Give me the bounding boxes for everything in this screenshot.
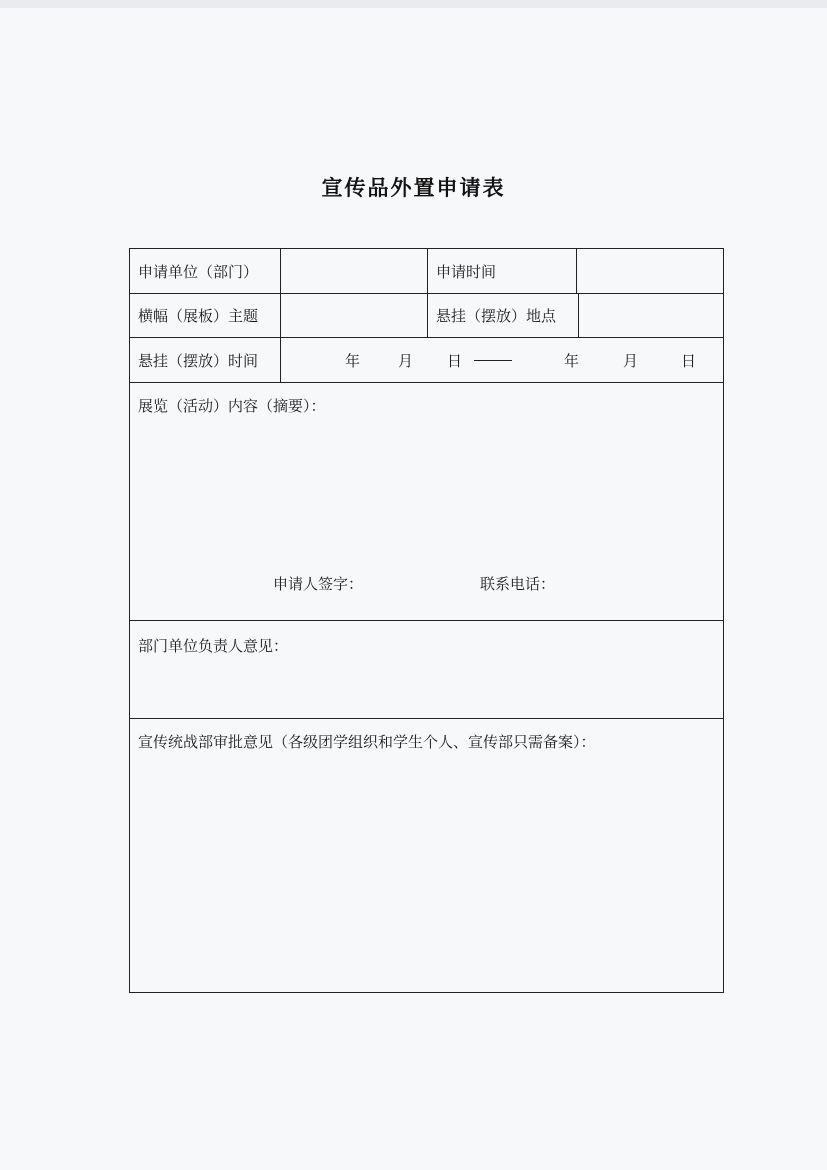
end-month-label: 月 (623, 351, 639, 370)
hang-place-field[interactable] (579, 294, 723, 337)
date-range-dash (474, 360, 512, 361)
banner-theme-field[interactable] (281, 294, 428, 337)
end-year-label: 年 (564, 351, 580, 370)
hang-time-label: 悬挂（摆放）时间 (130, 338, 281, 382)
approval-opinion-label: 宣传统战部审批意见（各级团学组织和学生个人、宣传部只需备案）： (138, 733, 596, 751)
dept-opinion-label: 部门单位负责人意见： (138, 637, 289, 655)
row-banner-theme (130, 294, 723, 338)
apply-time-field[interactable] (577, 249, 723, 293)
hang-place-label: 悬挂（摆放）地点 (428, 294, 579, 337)
page-title: 宣传品外置申请表 (321, 176, 506, 200)
start-day-label: 日 (447, 351, 463, 370)
content-summary-area[interactable] (130, 383, 723, 621)
apply-time-label: 申请时间 (428, 249, 577, 293)
application-form-table (129, 248, 724, 993)
banner-theme-label: 横幅（展板）主题 (130, 294, 281, 337)
content-summary-label: 展览（活动）内容（摘要）： (138, 397, 326, 415)
document-page (0, 8, 827, 1170)
approval-opinion-area[interactable] (130, 719, 723, 992)
contact-phone-label: 联系电话： (480, 575, 556, 593)
end-day-label: 日 (681, 351, 697, 370)
start-year-label: 年 (345, 351, 361, 370)
row-applicant-unit (130, 249, 723, 294)
applicant-unit-field[interactable] (281, 249, 428, 293)
applicant-signature-label: 申请人签字： (273, 575, 364, 593)
start-month-label: 月 (398, 351, 414, 370)
dept-opinion-area[interactable] (130, 621, 723, 719)
row-hang-time (130, 338, 723, 383)
hang-time-field[interactable] (281, 338, 723, 382)
applicant-unit-label: 申请单位（部门） (130, 249, 281, 293)
